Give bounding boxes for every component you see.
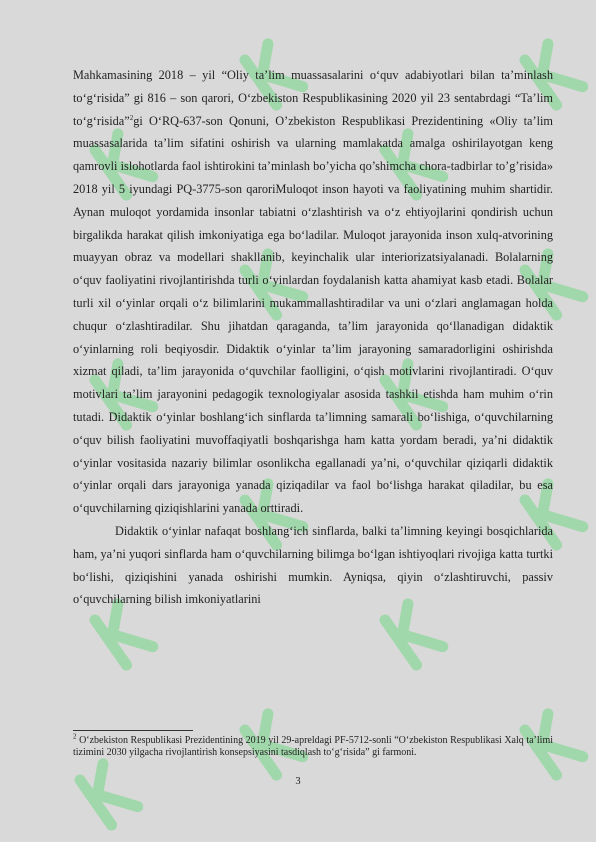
footnote-separator	[73, 730, 193, 731]
footnote-text: O‘zbekiston Respublikasi Prezidentining 2019 yil 29-apreldagi PF-5712-sonli “O‘zbekiston Respublikasi Xalq ta’limi tizimini 2030 yilgacha rivojlantirish konsepsiyasini tasdiqlash to‘g‘risida” gi farmoni.	[73, 735, 553, 758]
footnote	[73, 732, 553, 759]
watermark-k-icon	[385, 602, 443, 665]
paragraph-1-part-1: Mahkamasining 2018 – yil “Oliy ta’lim muassasalarini o‘quv adabiyotlari bilan ta’minlash to‘g‘risida” gi 816 – son qarori, O‘zbekiston Respublikasining 2020 yil 23 sentabrdagi “Ta’lim to‘g‘risida”	[73, 68, 553, 128]
watermark-k-icon	[80, 762, 138, 825]
footnote-number: 2	[73, 732, 77, 741]
page-number: 3	[295, 776, 301, 787]
body-text	[73, 64, 553, 611]
watermark-k-icon	[95, 602, 153, 665]
paragraph-1-part-2: gi O‘RQ-637-son Qonuni, O’zbekiston Respublikasi Prezidentining «Oliy ta’lim muassasalarida ta’lim sifatini oshirish va ularning mamlakatda amalga oshirilayotgan keng qamrovli islohotlarda faol ishtirokini ta’minlash bo’yicha qo’shimcha chora-tadbirlar to’g’risida» 2018 yil 5 iyundagi PQ-3775-son qaroriMuloqot inson hayoti va faoliyatining muhim shartidir. Aynan muloqot yordamida insonlar tabiatni o‘zlashtirish va o‘z ehtiyojlarini qondirish uchun birgalikda harakat qilish imkoniyatiga ega bo‘ladilar. Muloqot jarayonida inson xulq-atvorining muayyan obraz va modellari shakllanib, keyinchalik ular interiorizatsiyalanadi. Bolalarning o‘quv faoliyatini rivojlantirishda turli o‘yinlardan foydalanish katta ahamiyat kasb etadi. Bolalar turli xil o‘yinlar orqali o‘z bilimlarini mukammallashtiradilar va uni o‘zlari anglamagan holda chuqur o‘zlashtiradilar. Shu jihatdan qaraganda, ta’lim jarayonida qo‘llanadigan didaktik o‘yinlarning roli beqiyosdir. Didaktik o‘yinlar ta’lim jarayoning samaradorligini oshirishda xizmat qiladi, ta’lim jarayonida o‘quvchilar faolligini, o‘qish motivlarini rivojlantiradi. O‘quv motivlari ta’lim jarayonini pedagogik texnologiyalar asosida tashkil etishda ham muhim o‘rin tutadi. Didaktik o‘yinlar boshlang‘ich sinflarda ta’limning samarali bo‘lishiga, o‘quvchilarning o‘quv bilish faoliyatini muvoffaqiyatli boshqarishga ham katta yordam beradi, ya’ni didaktik o‘yinlar vositasida nazariy bilimlar osonlikcha egallanadi ya’ni, o‘quvchilar qiziqarli didaktik o‘yinlar orqali dars jarayoniga yanada qiziqadilar va faol bo‘lishga harakat qiladilar, bu esa o‘quvchilarning qiziqishlarini yanada orttiradi.	[73, 113, 553, 516]
footnote-reference[interactable]: 2	[129, 113, 134, 122]
paragraph-2: Didaktik o‘yinlar nafaqat boshlang‘ich sinflarda, balki ta’limning keyingi bosqichlarida ham, ya’ni yuqori sinflarda ham o‘quvchilarning bilimga bo‘lgan ishtiyoqlari rivojiga katta turtki bo‘lishi, qiziqishini yanada oshirishi mumkin. Ayniqsa, qiyin o‘zlashtiruvchi, passiv o‘quvchilarning bilish imkoniyatlarini	[73, 523, 553, 607]
paragraph-1	[73, 64, 553, 520]
